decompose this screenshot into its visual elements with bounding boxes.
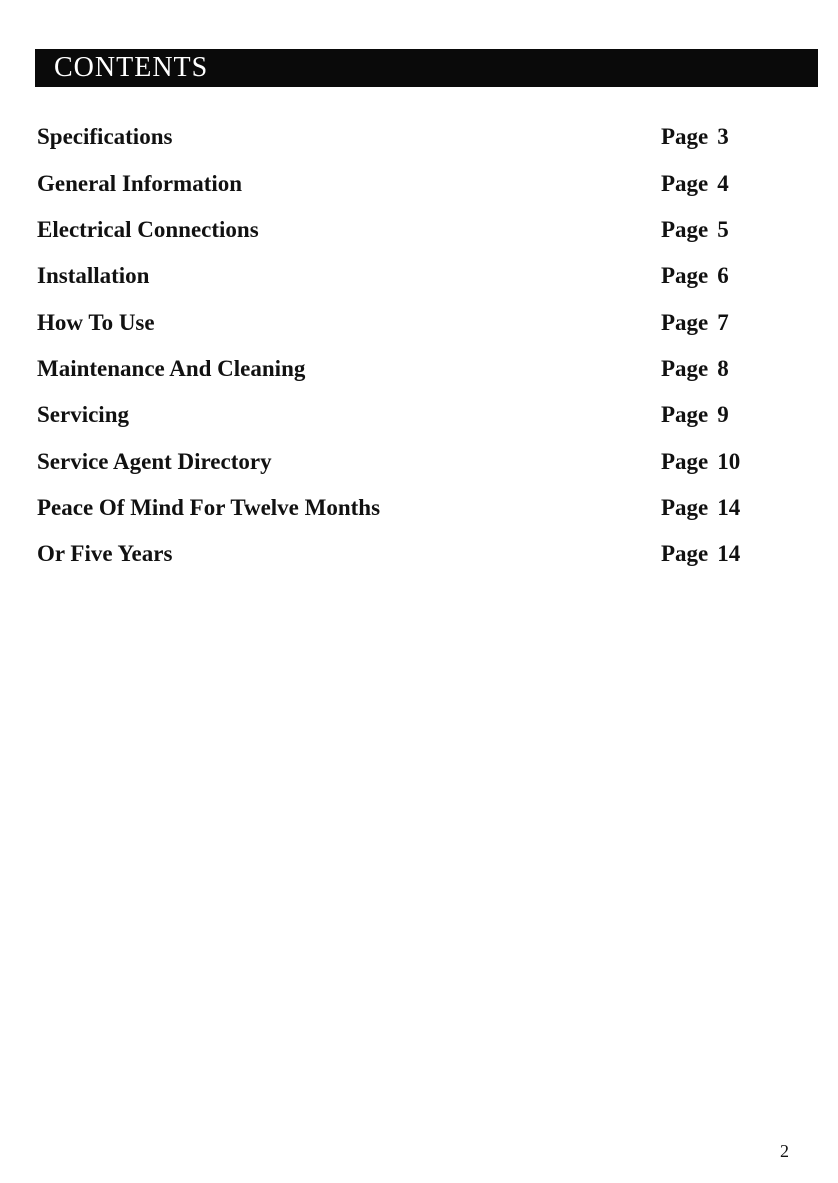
toc-entry-page: Page 4 [661,171,729,196]
toc-entry-title: Peace Of Mind For Twelve Months [37,495,381,520]
toc-entry-title: Service Agent Directory [37,449,272,474]
toc-entry-page: Page 8 [661,356,729,381]
toc-entry-page: Page 3 [661,124,729,149]
toc-entry-page: Page 14 [661,495,741,520]
toc-entry-title: Electrical Connections [37,217,259,242]
toc-entry-page: Page 9 [661,402,729,427]
toc-entry[interactable] [0,169,838,199]
toc-entry-title: How To Use [37,310,155,335]
toc-entry[interactable] [0,308,838,338]
toc-entry-page: Page 5 [661,217,729,242]
toc-entry[interactable] [0,447,838,477]
footer-page-number: 2 [780,1141,789,1161]
toc-entry[interactable] [0,493,838,523]
toc-entry-title: Servicing [37,402,129,427]
toc-entry-page: Page 14 [661,541,741,566]
toc-entry[interactable] [0,261,838,291]
toc-entry[interactable] [0,122,838,152]
toc-entry-page: Page 7 [661,310,729,335]
toc-entry-title: Or Five Years [37,541,173,566]
toc-entry-page: Page 6 [661,263,729,288]
toc-entry[interactable] [0,400,838,430]
toc-entry[interactable] [0,539,838,569]
toc-entry-title: Installation [37,263,150,288]
toc-entry-title: Specifications [37,124,173,149]
toc-entry-title: Maintenance And Cleaning [37,356,306,381]
toc-entry-title: General Information [37,171,243,196]
toc-entry[interactable] [0,354,838,384]
toc-entry[interactable] [0,215,838,245]
page-title: CONTENTS [54,52,209,83]
toc-entry-page: Page 10 [661,449,741,474]
